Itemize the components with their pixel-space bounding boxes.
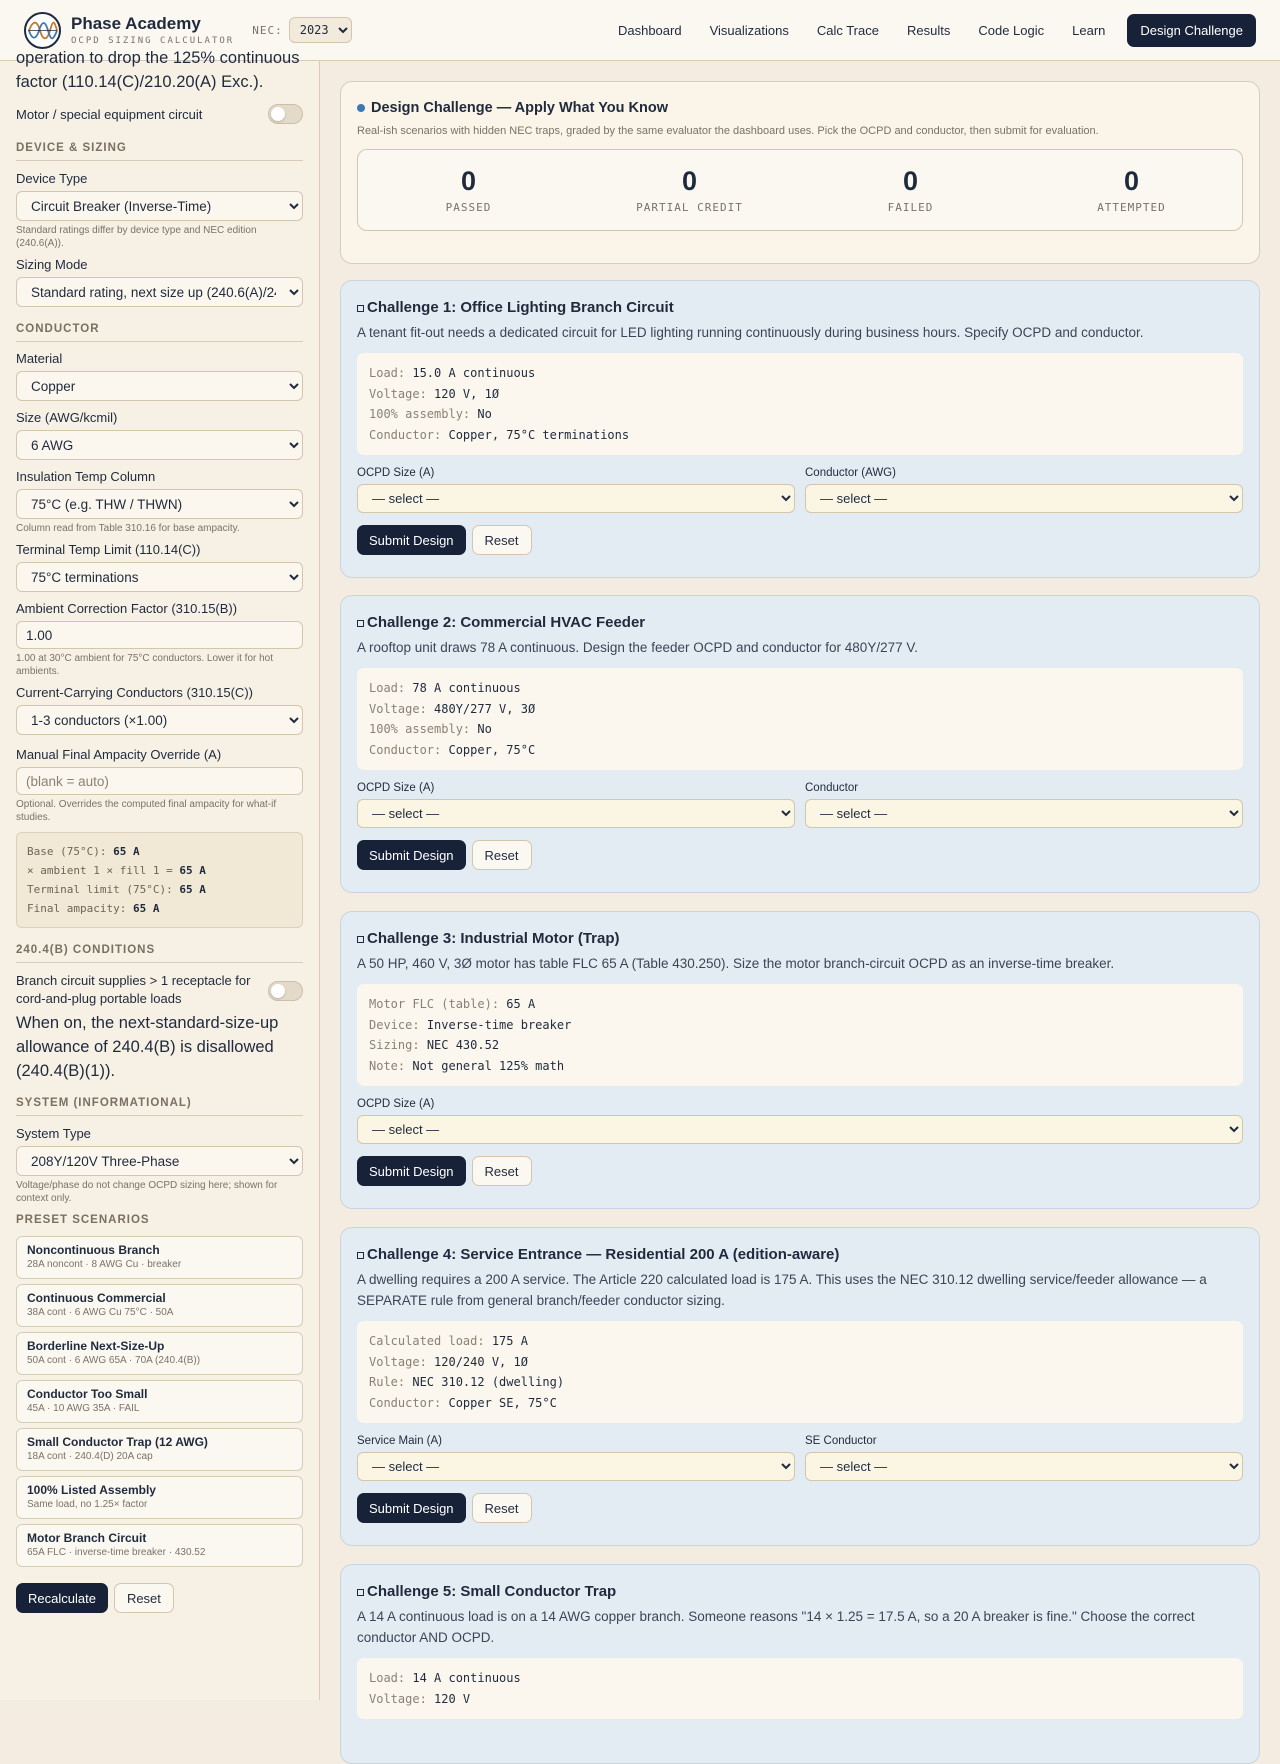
stat-label: PASSED [445,201,492,214]
brand-name: Phase Academy [71,14,201,33]
score-stats [357,149,1243,231]
sizing-mode-label: Sizing Mode [16,257,88,272]
sizing-mode-select[interactable] [16,277,303,307]
derated-ampacity-value: 65 A [179,864,206,877]
conductor-select[interactable] [805,799,1243,828]
preset-name: Conductor Too Small [27,1387,148,1401]
terminal-select[interactable] [16,562,303,592]
stat-label: ATTEMPTED [1097,201,1166,214]
challenge-givens [357,1321,1243,1423]
base-ampacity-key: Base (75°C): [27,845,107,858]
submit-design-button[interactable]: Submit Design [357,840,466,870]
preset-desc: 38A cont · 6 AWG Cu 75°C · 50A [27,1307,174,1318]
stat-failed [800,150,1021,230]
checkbox-icon [357,1252,364,1259]
given-value: Copper, 75°C [448,742,536,757]
challenge-description: A tenant fit-out needs a dedicated circuit for LED lighting running continuously during business hours. Specify OCPD and conductor. [357,325,1144,340]
given-key: Note: [369,1058,406,1073]
challenge-title: Challenge 3: Industrial Motor (Trap) [367,930,620,947]
given-value: 65 A [506,997,536,1011]
stat-value: 0 [460,166,477,196]
ambient-input[interactable] [16,621,303,649]
challenge-givens [357,984,1243,1086]
challenge-title: Challenge 4: Service Entrance — Residential 200 A (edition-aware) [367,1246,840,1263]
conductor-select[interactable] [805,484,1243,513]
ccc-select[interactable] [16,705,303,735]
brand-subtitle: OCPD SIZING CALCULATOR [71,36,235,46]
given-key: Voltage: [369,1354,427,1369]
material-select[interactable] [16,371,303,401]
stat-value: 0 [902,166,919,196]
given-value: 14 A continuous [412,1671,521,1685]
challenge-title: Challenge 1: Office Lighting Branch Circuit [367,299,674,316]
conductor-label: Conductor (AWG) [805,467,896,479]
override-input[interactable] [16,767,303,795]
stat-attempted [1021,150,1242,230]
preset-section-heading: PRESET SCENARIOS [16,1214,150,1226]
derated-ampacity-key: × ambient 1 × fill 1 = [27,864,173,877]
stat-label: FAILED [887,201,934,214]
ocpd-size-label: OCPD Size (A) [357,1098,435,1110]
given-value: No [477,722,492,736]
brand [71,14,234,46]
preset-name: Motor Branch Circuit [27,1531,147,1545]
ocpd-size-select[interactable] [357,799,795,828]
preset-name: Noncontinuous Branch [27,1243,160,1257]
sidebar [0,49,320,1700]
challenge-title: Challenge 5: Small Conductor Trap [367,1583,617,1600]
final-ampacity-key: Final ampacity: [27,902,127,915]
stat-value: 0 [1123,166,1140,196]
nav-design-challenge[interactable]: Design Challenge [1127,14,1256,47]
challenge-givens [357,353,1243,455]
ocpd-size-select[interactable] [357,1115,1243,1144]
continuous-factor-note: operation to drop the 125% continuous factor (110.14(C)/210.20(A) Exc.). [16,49,300,91]
insulation-label: Insulation Temp Column [16,469,156,484]
submit-design-button[interactable]: Submit Design [357,1493,466,1523]
given-key: Conductor: [369,427,442,442]
device-type-select[interactable] [16,191,303,221]
given-value: 120 V [434,1691,471,1706]
given-value: NEC 430.52 [426,1038,500,1052]
stat-passed [358,150,579,230]
preset-name: 100% Listed Assembly [27,1483,156,1497]
given-key: Conductor: [369,1395,442,1410]
next-size-up-note: When on, the next-standard-size-up allowance of 240.4(B) is disallowed (240.4(B)(1)). [16,1014,279,1080]
given-value: Not general 125% math [412,1058,565,1073]
checkbox-icon [357,305,364,312]
given-value: 120/240 V, 1Ø [434,1354,528,1369]
nav-visualizations[interactable]: Visualizations [709,22,789,38]
preset-list [16,1236,303,1567]
given-key: Rule: [369,1375,406,1389]
given-key: Load: [369,1671,406,1685]
challenge-card-5 [340,1564,1260,1764]
given-key: Load: [369,681,406,695]
given-key: Sizing: [369,1038,420,1052]
given-value: Inverse-time breaker [426,1017,572,1032]
given-key: Conductor: [369,742,442,757]
final-ampacity-value: 65 A [132,902,160,915]
ocpd-size-select[interactable] [357,484,795,513]
challenge-title: Challenge 2: Commercial HVAC Feeder [367,614,646,631]
reset-button[interactable]: Reset [472,1493,532,1523]
ocpd-size-label: OCPD Size (A) [357,467,435,479]
challenge-card-1 [340,280,1260,578]
intro-title: Design Challenge — Apply What You Know [371,100,668,116]
preset-name: Borderline Next-Size-Up [27,1339,165,1353]
preset-item[interactable] [16,1476,303,1519]
terminal-label: Terminal Temp Limit (110.14(C)) [16,542,201,557]
reset-button[interactable]: Reset [472,1156,532,1186]
reset-button[interactable]: Reset [472,840,532,870]
conditions-section-heading: 240.4(B) CONDITIONS [16,944,303,963]
device-type-label: Device Type [16,171,88,186]
given-key: Voltage: [369,1691,427,1706]
checkbox-icon [357,620,364,627]
nec-edition-select[interactable] [289,17,352,43]
system-type-label: System Type [16,1126,91,1141]
nec-label: NEC: [252,23,283,37]
challenge-card-3 [340,911,1260,1209]
stat-partial [579,150,800,230]
checkbox-icon [357,936,364,943]
system-hint: Voltage/phase do not change OCPD sizing here; shown for context only. [16,1180,278,1204]
conductor-section-heading: CONDUCTOR [16,323,303,342]
ambient-label: Ambient Correction Factor (310.15(B)) [16,601,238,616]
system-section-heading: SYSTEM (INFORMATIONAL) [16,1097,303,1116]
base-ampacity-value: 65 A [113,845,140,858]
stat-value: 0 [681,166,698,196]
service-main-select[interactable] [357,1452,795,1481]
ampacity-trace-box [16,832,303,928]
terminal-limit-key: Terminal limit (75°C): [27,883,173,896]
challenge-description: A 50 HP, 460 V, 3Ø motor has table FLC 65 A (Table 430.250). Size the motor branch-circuit OCPD as an inverse-time breaker. [357,956,1115,971]
main-nav [604,14,1256,47]
override-label: Manual Final Ampacity Override (A) [16,747,222,762]
device-type-hint: Standard ratings differ by device type and NEC edition (240.6(A)). [16,225,257,249]
preset-item[interactable] [16,1428,303,1471]
ccc-label: Current-Carrying Conductors (310.15(C)) [16,685,253,700]
challenge-description: A dwelling requires a 200 A service. The Article 220 calculated load is 175 A. This uses the NEC 310.12 dwelling service/feeder allowance — a SEPARATE rule from general branch/feeder conductor sizing. [357,1272,1207,1308]
insulation-select[interactable] [16,489,303,519]
preset-item[interactable] [16,1236,303,1279]
nav-calc-trace[interactable]: Calc Trace [816,22,879,38]
sidebar-reset-button[interactable]: Reset [114,1583,174,1613]
given-value: Copper SE, 75°C [448,1395,557,1410]
branch-receptacle-toggle[interactable] [268,981,303,1001]
ocpd-size-label: OCPD Size (A) [357,782,435,794]
challenge-description: A 14 A continuous load is on a 14 AWG copper branch. Someone reasons "14 × 1.25 = 17.5 A, so a 20 A breaker is fine." Choose the correct conductor AND OCPD. [357,1609,1195,1645]
preset-desc: 18A cont · 240.4(D) 20A cap [27,1451,153,1462]
given-value: 78 A continuous [412,681,521,695]
challenge-intro-card [340,81,1260,264]
stat-label: PARTIAL CREDIT [636,201,743,214]
nav-dashboard[interactable]: Dashboard [617,22,682,38]
given-value: 480Y/277 V, 3Ø [434,701,536,716]
se-conductor-label: SE Conductor [805,1435,877,1447]
given-value: No [477,407,492,421]
conductor-label: Conductor [805,782,859,794]
nav-learn[interactable]: Learn [1072,22,1106,38]
override-hint: Optional. Overrides the computed final ampacity for what-if studies. [16,799,277,823]
preset-item[interactable] [16,1332,303,1375]
challenge-card-2 [340,595,1260,893]
motor-toggle-label: Motor / special equipment circuit [16,106,203,122]
preset-name: Small Conductor Trap (12 AWG) [27,1435,208,1449]
branch-toggle-label: Branch circuit supplies > 1 receptacle for cord-and-plug portable loads [16,973,251,1006]
intro-subtitle: Real-ish scenarios with hidden NEC traps, graded by the same evaluator the dashboard uses. Pick the OCPD and conductor, then submit for evaluation. [357,125,1099,137]
insulation-hint: Column read from Table 310.16 for base ampacity. [16,523,240,534]
given-value: 15.0 A continuous [412,366,536,380]
challenge-description: A rooftop unit draws 78 A continuous. Design the feeder OCPD and conductor for 480Y/277 V. [357,640,918,655]
given-key: Motor FLC (table): [369,997,500,1011]
given-value: Copper, 75°C terminations [448,427,630,442]
given-key: Device: [369,1017,420,1032]
preset-item[interactable] [16,1380,303,1423]
challenge-givens [357,1658,1243,1719]
given-key: Voltage: [369,386,427,401]
preset-name: Continuous Commercial [27,1291,166,1305]
preset-desc: Same load, no 1.25× factor [27,1499,148,1510]
size-label: Size (AWG/kcmil) [16,410,118,425]
nav-results[interactable]: Results [906,22,951,38]
preset-desc: 50A cont · 6 AWG 65A · 70A (240.4(B)) [27,1355,201,1366]
motor-toggle[interactable] [268,104,303,124]
ambient-hint: 1.00 at 30°C ambient for 75°C conductors. Lower it for hot ambients. [16,653,274,677]
submit-design-button[interactable]: Submit Design [357,1156,466,1186]
preset-desc: 65A FLC · inverse-time breaker · 430.52 [27,1547,206,1558]
service-main-label: Service Main (A) [357,1435,442,1447]
given-key: 100% assembly: [369,722,471,736]
given-value: NEC 310.12 (dwelling) [412,1375,565,1389]
main-content [320,61,1280,1706]
challenge-givens [357,668,1243,770]
terminal-limit-value: 65 A [179,883,206,896]
given-key: Load: [369,366,406,380]
nec-edition-picker [252,17,352,43]
reset-button[interactable]: Reset [472,525,532,555]
given-value: 175 A [491,1334,528,1348]
material-label: Material [16,351,63,366]
preset-item[interactable] [16,1524,303,1567]
challenge-card-4 [340,1227,1260,1546]
status-dot-icon [357,104,365,112]
given-key: Voltage: [369,701,427,716]
submit-design-button[interactable]: Submit Design [357,525,466,555]
system-type-select[interactable] [16,1146,303,1176]
preset-item[interactable] [16,1284,303,1327]
recalculate-button[interactable]: Recalculate [16,1583,108,1613]
nav-code-logic[interactable]: Code Logic [978,22,1045,38]
given-key: 100% assembly: [369,407,471,421]
preset-desc: 45A · 10 AWG 35A · FAIL [27,1403,140,1414]
checkbox-icon [357,1589,364,1596]
given-value: 120 V, 1Ø [434,386,500,401]
device-section-heading: DEVICE & SIZING [16,142,303,161]
se-conductor-select[interactable] [805,1452,1243,1481]
size-select[interactable] [16,430,303,460]
logo-icon [24,12,61,49]
given-key: Calculated load: [369,1334,485,1348]
preset-desc: 28A noncont · 8 AWG Cu · breaker [27,1259,182,1270]
